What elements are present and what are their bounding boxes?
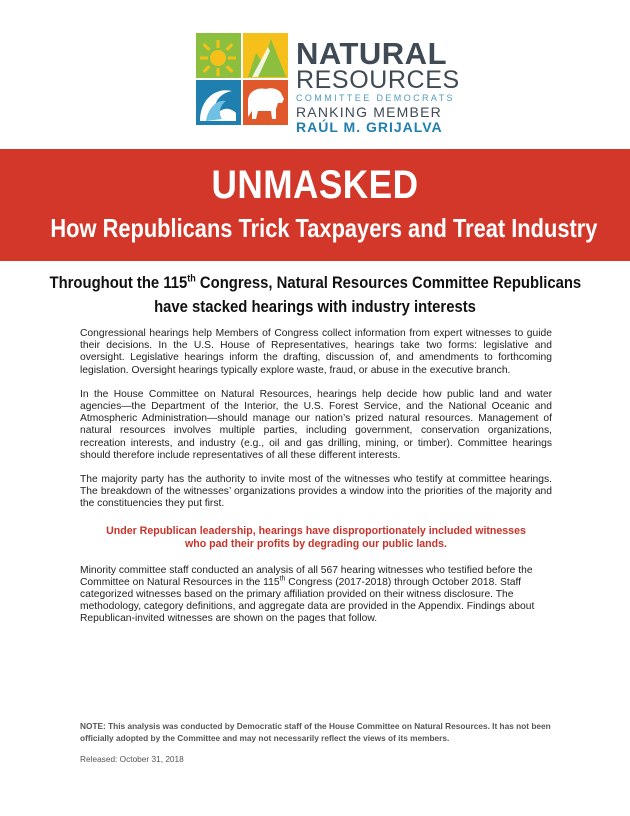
headline-line-1 xyxy=(50,271,581,295)
release-date: Released: October 31, 2018 xyxy=(80,754,184,764)
report-body xyxy=(80,328,552,638)
wordmark-ranking-member: RANKING MEMBER xyxy=(296,104,442,120)
disclaimer-note: NOTE: This analysis was conducted by Democratic staff of the House Committee on Natural Resources. It has not been officially adopted by the Committee and may not necessarily reflect the views of its members. xyxy=(80,721,551,743)
paragraph-methodology xyxy=(80,565,552,626)
methodology-post: Congress (2017-2018) through October 2018. Staff categorized witnesses based on the primary affiliation provided on their witness disclosure. The methodology, category definitions, and aggregate data are provided in the Appendix. Findings about Republican-invited witnesses are shown on the pages that follow. xyxy=(80,576,535,625)
headline-pre: Throughout the 115 xyxy=(49,274,188,292)
title-banner xyxy=(0,149,630,261)
paragraph-hearings: Congressional hearings help Members of Congress collect information from expert witnesses to guide their decisions. In the U.S. House of Representatives, hearings take two forms: legislative and oversight. Legislative hearings inform the drafting, discussion of, and amendments to forthcoming legislation. Oversight hearings typically explore waste, fraud, or abuse in the executive branch. xyxy=(80,328,552,376)
key-finding-callout xyxy=(80,525,552,551)
headline-line-2: have stacked hearings with industry interests xyxy=(154,298,476,316)
wordmark-member-name: RAÚL M. GRIJALVA xyxy=(296,119,443,135)
paragraph-majority: The majority party has the authority to invite most of the witnesses who testify at committee hearings. The breakdown of the witnesses’ organizations provides a window into the priorities of the majority and the constituencies they put first. xyxy=(80,474,552,510)
methodology-sup: th xyxy=(279,575,286,583)
report-headline xyxy=(20,271,610,319)
headline-sup: th xyxy=(187,273,196,285)
wordmark-resources: RESOURCES xyxy=(296,66,460,94)
callout-line-2: who pad their profits by degrading our public lands. xyxy=(185,537,447,550)
headline-post: Congress, Natural Resources Committee Republicans xyxy=(195,274,582,292)
wordmark-committee-democrats: COMMITTEE DEMOCRATS xyxy=(296,93,455,103)
wordmark-natural: NATURAL xyxy=(296,36,448,71)
natural-resources-emblem-icon xyxy=(196,33,288,125)
paragraph-committee: In the House Committee on Natural Resources, hearings help decide how public land and water agencies—the Department of the Interior, the U.S. Forest Service, and the National Oceanic and Atmospheric Administration—should manage our nation’s prized natural resources. Management of natural resources involves multiple parties, including government, conservation organizations, recreation interests, and industry (e.g., oil and gas drilling, mining, or timber). Committee hearings should therefore include representatives of all these different interests. xyxy=(80,388,552,461)
committee-logo xyxy=(196,33,460,135)
committee-wordmark xyxy=(296,36,460,135)
callout-line-1: Under Republican leadership, hearings have disproportionately included witnesses xyxy=(106,524,526,537)
page-title: UNMASKED xyxy=(211,163,419,207)
methodology-pre: Minority committee staff conducted an analysis of all 567 hearing witnesses who testified before the Committee on Natural Resources in the 115 xyxy=(80,564,533,588)
page-subtitle: How Republicans Trick Taxpayers and Treat Industry xyxy=(50,213,598,243)
